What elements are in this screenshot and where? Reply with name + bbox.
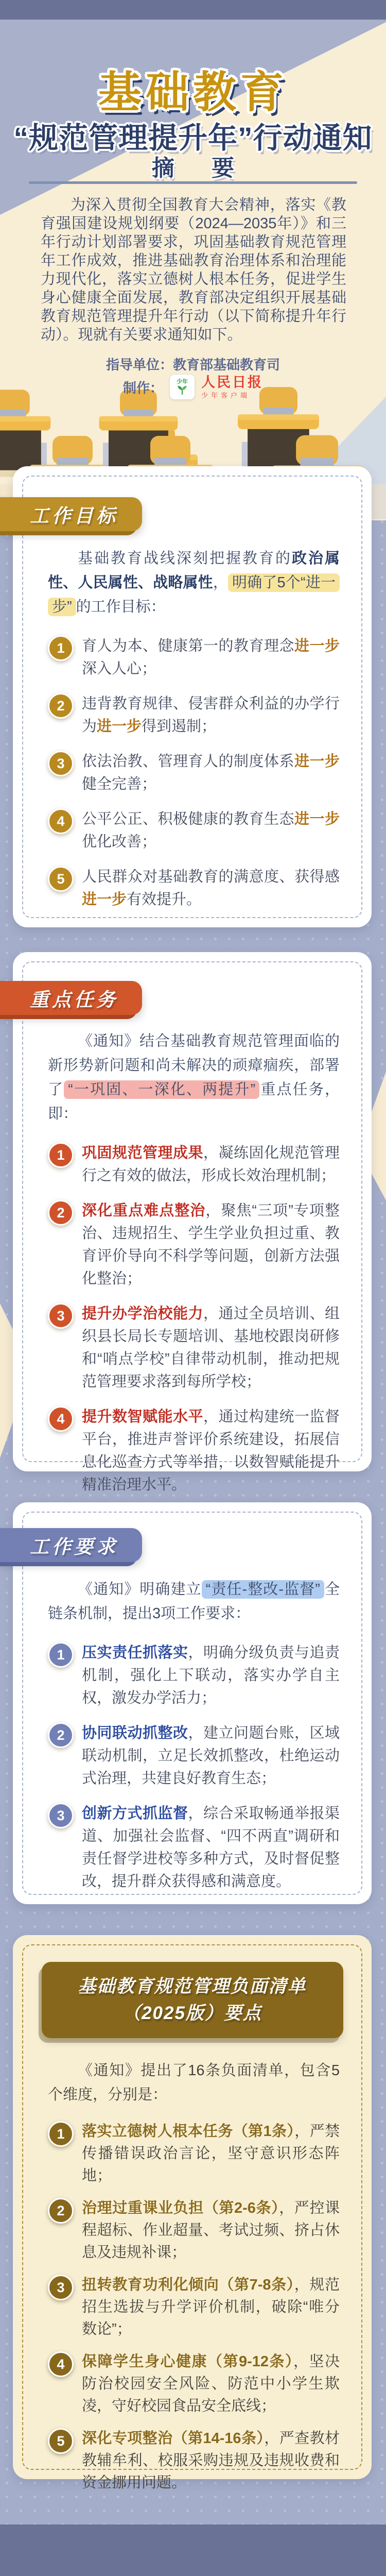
item-text [82, 2121, 340, 2187]
card-key-tasks [13, 952, 372, 1493]
item-text [82, 750, 340, 795]
key-tasks-intro [48, 1029, 340, 1126]
logo-text-stack [201, 376, 263, 399]
list-item [48, 1142, 340, 1187]
producer-label: 制作： [122, 380, 163, 396]
item-number-badge: 1 [48, 1642, 74, 1668]
negative-list-title-line2: （2025版）要点 [122, 2003, 262, 2023]
badge-work-requirements: 工作要求 [0, 1528, 142, 1562]
item-number-badge: 4 [48, 808, 74, 834]
item-number-badge: 1 [48, 2121, 74, 2147]
text-segment: ，通过全员培训、组织县长局长专题培训、基地校跟岗研修和“哨点学校”自律带动机制，推动把规范管理要求落到每所学校； [82, 1306, 340, 1390]
intro-paragraph: 为深入贯彻全国教育大会精神，落实《教育强国建设规划纲要（2024—2035年）》和三年行动计划部署要求，巩固基础教育规范管理年工作成效，推进基础教育治理体系和治理能力现代化，落实立德树人根本任务，促进学生身心健康全面发展，教育部决定组织开展基础教育规范管理提升年行动（以下简称提升年行动）。现就有关要求通知如下。 [41, 197, 346, 343]
text-segment: 落实立德树人根本任务（第1条） [82, 2123, 295, 2140]
list-item [48, 2197, 340, 2264]
paper-name: 人民日报 [201, 374, 263, 390]
work-requirements-intro [48, 1578, 340, 1626]
text-segment: 公平公正、积极健康的教育生态 [82, 811, 294, 827]
work-goals-items [48, 635, 340, 911]
list-item [48, 692, 340, 738]
page-title: 基础教育 [98, 68, 288, 116]
text-segment: 深化重点难点整治 [82, 1202, 206, 1219]
item-text [82, 808, 340, 853]
negative-list-title-box [42, 1962, 343, 2038]
text-segment: 政治属性、人民属性、战略属性 [48, 550, 340, 591]
text-segment: ， [213, 574, 229, 591]
text-segment: 优化改善； [82, 834, 157, 850]
footer-band [0, 2524, 386, 2576]
item-number-badge: 2 [48, 1722, 74, 1748]
text-segment: ，严查教材教辅牟利、校服采购违规及违规收费和资金挪用问题。 [82, 2430, 340, 2491]
item-number-badge: 4 [48, 2351, 74, 2377]
negative-list-title-line1: 基础教育规范管理负面清单 [78, 1976, 307, 1996]
item-number-badge: 1 [48, 635, 74, 661]
item-text [82, 1302, 340, 1393]
list-item [48, 750, 340, 795]
header-divider [29, 181, 357, 184]
list-item [48, 1199, 340, 1290]
text-segment: 健全完善； [82, 776, 157, 792]
text-segment: 治理过重课业负担（第2-6条） [82, 2200, 279, 2216]
item-number-badge: 3 [48, 1803, 74, 1828]
producer-row [0, 374, 386, 400]
work-requirements-items [48, 1641, 340, 1893]
text-segment: “责任-整改-监督” [202, 1580, 324, 1599]
item-text [82, 1142, 340, 1187]
list-item [48, 2274, 340, 2341]
text-segment: 《通知》结合基础教育规范管理面临的新形势新问题和尚未解决的顽瘴痼疾，部署了 [48, 1033, 340, 1098]
list-item [48, 1641, 340, 1709]
list-item [48, 635, 340, 680]
text-segment: ，聚焦“三项”专项整治、违规招生、学生学业负担过重、教育评价导向不科学等问题，创新方法强化整治； [82, 1202, 340, 1287]
list-item [48, 808, 340, 853]
item-number-badge: 2 [48, 1200, 74, 1226]
card-negative-list [13, 1935, 372, 2491]
text-segment: 提升办学治校能力 [82, 1306, 203, 1322]
list-item [48, 866, 340, 911]
text-segment: 重点任务，即： [48, 1081, 340, 1122]
summary-tag: 摘 要 [151, 156, 250, 181]
text-segment: 全链条机制，提出3项工作要求： [48, 1581, 340, 1622]
key-tasks-items [48, 1142, 340, 1496]
text-segment: 深入人心； [82, 660, 157, 677]
text-segment: 有效提升。 [127, 891, 202, 908]
item-text [82, 635, 340, 680]
item-text [82, 2274, 340, 2341]
text-segment: 基础教育战线深刻把握教育的 [78, 550, 292, 567]
text-segment: 的工作目标： [76, 599, 166, 615]
item-text [82, 2351, 340, 2417]
item-number-badge: 3 [48, 2275, 74, 2300]
text-segment: 人民群众对基础教育的满意度、获得感 [82, 869, 340, 885]
key-tasks-body [13, 952, 372, 1496]
text-segment: 进一步 [294, 638, 340, 654]
text-segment: 保障学生身心健康（第9-12条） [82, 2353, 293, 2370]
item-text [82, 692, 340, 738]
text-segment: ，规范招生选拔与升学评价机制，破除“唯分数论”； [82, 2277, 340, 2337]
text-segment: 得到遏制； [142, 718, 217, 735]
text-segment: 巩固规范管理成果 [82, 1145, 203, 1161]
text-segment: 压实责任抓落实 [82, 1645, 188, 1661]
text-segment: 育人为本、健康第一的教育理念 [82, 638, 294, 654]
text-segment: ，明确分级负责与追责机制，强化上下联动，落实办学自主权，激发办学活力； [82, 1645, 340, 1706]
item-number-badge: 3 [48, 751, 74, 776]
text-segment: 深化专项整治（第14-16条） [82, 2430, 265, 2447]
badge-key-tasks: 重点任务 [0, 981, 142, 1015]
text-segment: 依法治教、管理育人的制度体系 [82, 753, 294, 770]
item-text [82, 866, 340, 911]
item-number-badge: 2 [48, 2198, 74, 2224]
item-text [82, 1722, 340, 1790]
item-number-badge: 4 [48, 1406, 74, 1432]
text-segment: ，凝练固化规范管理行之有效的做法，形成长效治理机制； [82, 1145, 340, 1184]
text-segment: 扭转教育功利化倾向（第7-8条） [82, 2277, 294, 2293]
text-segment: 进一步 [97, 718, 142, 735]
item-number-badge: 5 [48, 866, 74, 892]
negative-list-intro [48, 2059, 340, 2107]
list-item [48, 2351, 340, 2417]
card-work-goals [13, 466, 372, 927]
people-daily-junior-logo [169, 374, 195, 400]
text-segment: 明确了5个“进一步” [48, 573, 340, 616]
item-number-badge: 2 [48, 693, 74, 719]
text-segment: 进一步 [294, 811, 340, 827]
item-text [82, 1641, 340, 1709]
list-item [48, 1405, 340, 1496]
text-segment: ，建立问题台账，区域联动机制，立足长效抓整改，杜绝运动式治理，共建良好教育生态； [82, 1725, 340, 1787]
text-segment: 创新方式抓监督 [82, 1805, 188, 1822]
negative-list-body [13, 2059, 372, 2494]
text-segment: “一巩固、一深化、两提升” [64, 1080, 259, 1099]
item-text [82, 2428, 340, 2494]
item-text [82, 2197, 340, 2264]
text-segment: ，综合采取畅通举报渠道、加强社会监督、“四不两直”调研和责任督学进校等多种方式，及时督促整改，提升群众获得感和满意度。 [82, 1805, 340, 1890]
text-segment: ，严控课程超标、作业超量、考试过频、挤占休息及违规补课； [82, 2200, 340, 2261]
text-segment: 进一步 [294, 753, 340, 770]
text-segment: ，严禁传播错误政治言论，坚守意识形态阵地； [82, 2123, 340, 2184]
list-item [48, 1302, 340, 1393]
text-segment: 违背教育规律、侵害群众利益的办学行为 [82, 696, 340, 735]
page-subtitle: “规范管理提升年”行动通知 [13, 122, 373, 155]
item-text [82, 1405, 340, 1496]
list-item [48, 2428, 340, 2494]
text-segment: 协同联动抓整改 [82, 1725, 188, 1741]
text-segment: 进一步 [82, 891, 127, 908]
card-work-requirements [13, 1502, 372, 1904]
client-name: 少年客户端 [201, 391, 251, 399]
text-segment: 《通知》提出了16条负面清单，包含5个维度，分别是： [48, 2062, 340, 2103]
logo-badge-text: 少年 [177, 378, 188, 385]
list-item [48, 2121, 340, 2187]
item-number-badge: 3 [48, 1303, 74, 1329]
badge-work-goals: 工作目标 [0, 497, 142, 531]
item-number-badge: 1 [48, 1142, 74, 1168]
work-goals-intro [48, 547, 340, 619]
item-text [82, 1199, 340, 1290]
guidance-unit: 指导单位：教育部基础教育司 [106, 357, 280, 372]
list-item [48, 1722, 340, 1790]
top-band [0, 0, 386, 20]
work-goals-body [13, 466, 372, 911]
item-text [82, 1802, 340, 1893]
item-number-badge: 5 [48, 2428, 74, 2454]
text-segment: 《通知》明确建立 [78, 1581, 202, 1598]
text-segment: ，坚决防治校园安全风险、防范中小学生欺凌，守好校园食品安全底线； [82, 2353, 340, 2414]
negative-list-items [48, 2121, 340, 2494]
sprout-icon [177, 385, 188, 395]
list-item [48, 1802, 340, 1893]
text-segment: ，通过构建统一监督平台，推进声誉评价系统建设，拓展信息化巡查方式等举措，以数智赋能提升精准治理水平。 [82, 1409, 340, 1493]
text-segment: 提升数智赋能水平 [82, 1409, 203, 1425]
